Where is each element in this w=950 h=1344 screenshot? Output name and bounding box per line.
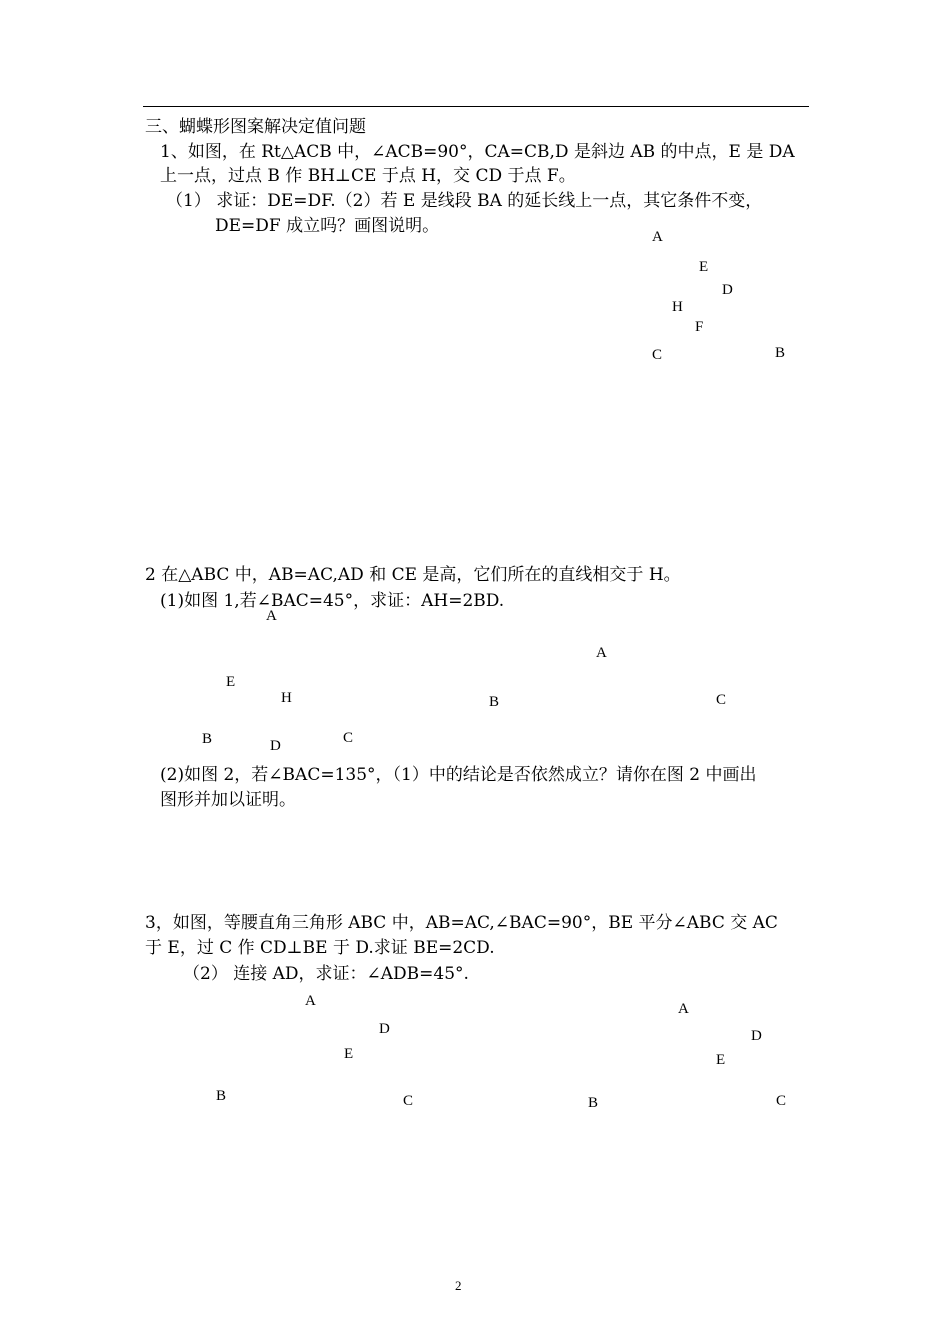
problem3-line3: （2） 连接 AD，求证：∠ADB=45°. xyxy=(183,964,469,984)
figure-label-d: D xyxy=(751,1028,762,1044)
figure-label-a: A xyxy=(652,229,663,245)
figure-label-c: C xyxy=(776,1093,787,1109)
problem1-line1: 1、如图，在 Rt△ACB 中，∠ACB=90°，CA=CB,D 是斜边 AB 的中点，E 是 DA xyxy=(160,142,795,162)
figure-label-a: A xyxy=(266,608,277,624)
problem2-line1: 2 在△ABC 中，AB=AC,AD 和 CE 是高，它们所在的直线相交于 H。 xyxy=(145,565,681,585)
figure-label-f: F xyxy=(695,319,704,335)
problem3-line1: 3，如图，等腰直角三角形 ABC 中，AB=AC,∠BAC=90°，BE 平分∠ABC 交 AC xyxy=(145,913,778,933)
figure-label-e: E xyxy=(226,674,236,690)
figure-label-c: C xyxy=(403,1093,414,1109)
problem2-line3: (2)如图 2，若∠BAC=135°，（1）中的结论是否依然成立？请你在图 2 中画出 xyxy=(160,765,757,785)
figure-label-h: H xyxy=(672,299,683,315)
figure-label-c: C xyxy=(716,692,727,708)
figure-label-c: C xyxy=(652,347,663,363)
figure-label-a: A xyxy=(305,993,316,1009)
figure-label-h: H xyxy=(281,690,292,706)
figure-label-a: A xyxy=(596,645,607,661)
figure-label-b: B xyxy=(588,1095,599,1111)
figure-label-e: E xyxy=(716,1052,726,1068)
figure-label-b: B xyxy=(216,1088,227,1104)
figure-label-c: C xyxy=(343,730,354,746)
problem1-line2: 上一点，过点 B 作 BH⊥CE 于点 H，交 CD 于点 F。 xyxy=(160,166,576,186)
problem2-line4: 图形并加以证明。 xyxy=(160,790,296,810)
figure-label-a: A xyxy=(678,1001,689,1017)
figure-label-d: D xyxy=(722,282,733,298)
figure-label-e: E xyxy=(344,1046,354,1062)
section-title: 三、蝴蝶形图案解决定值问题 xyxy=(145,117,366,137)
problem3-line2: 于 E，过 C 作 CD⊥BE 于 D.求证 BE=2CD. xyxy=(145,938,495,958)
figure-label-d: D xyxy=(379,1021,390,1037)
figure-label-b: B xyxy=(775,345,786,361)
figure-label-e: E xyxy=(699,259,709,275)
problem1-line3: （1） 求证：DE=DF.（2）若 E 是线段 BA 的延长线上一点，其它条件不变， xyxy=(166,191,763,211)
figure-label-b: B xyxy=(489,694,500,710)
header-rule xyxy=(143,106,809,107)
page-number: 2 xyxy=(455,1278,462,1293)
problem1-line4: DE=DF 成立吗？画图说明。 xyxy=(215,216,440,236)
problem2-line2: (1)如图 1,若∠BAC=45°，求证：AH=2BD. xyxy=(160,591,505,611)
figure-label-d: D xyxy=(270,738,281,754)
figure-label-b: B xyxy=(202,731,213,747)
